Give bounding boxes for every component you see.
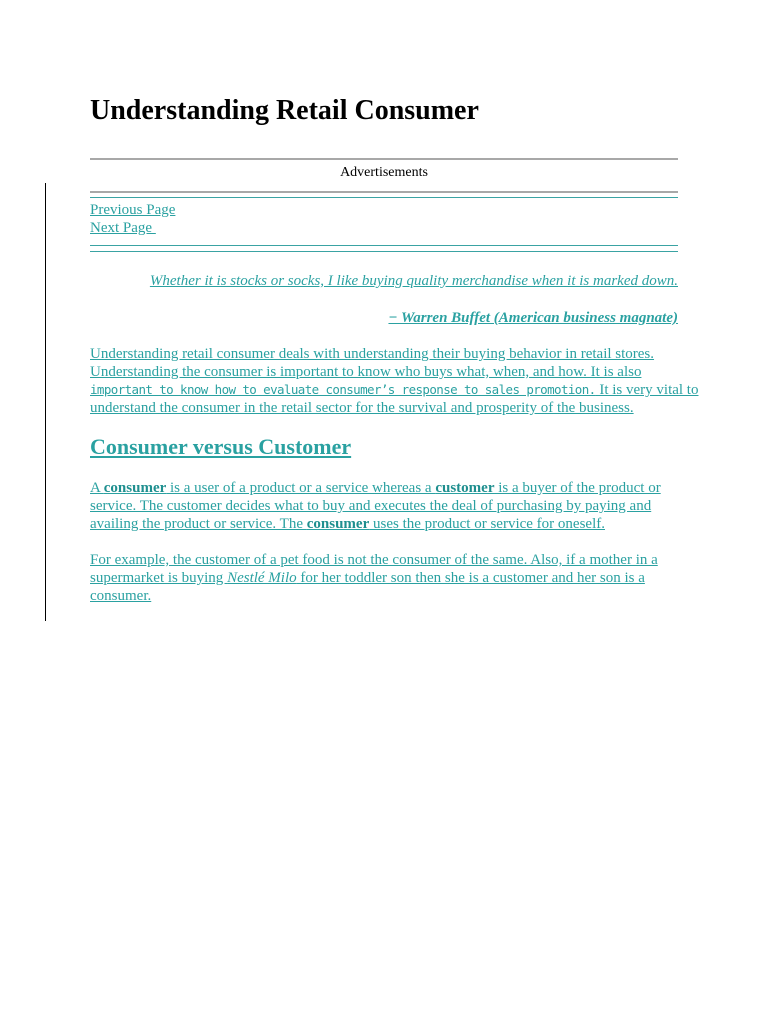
text-run: is a user of a product or a service whereas a bbox=[166, 480, 436, 496]
intro-line-mono: important to know how to evaluate consumer’s response to sales promotion. bbox=[90, 382, 596, 397]
text-run: for her toddler son then she is a customer and her son is a bbox=[296, 570, 645, 586]
divider bbox=[90, 251, 678, 252]
next-page-link[interactable]: Next Page bbox=[90, 220, 156, 236]
text-run: availing the product or service. The bbox=[90, 516, 307, 532]
paragraph-line[interactable] bbox=[90, 515, 678, 533]
paragraph-line[interactable] bbox=[90, 569, 678, 587]
divider bbox=[90, 245, 678, 246]
text-run: uses the product or service for oneself. bbox=[369, 516, 605, 532]
consumer-customer-paragraph bbox=[90, 479, 678, 533]
divider bbox=[90, 191, 678, 193]
intro-line-tail: It is very vital to bbox=[595, 382, 699, 398]
intro-line[interactable]: Understanding retail consumer deals with understanding their buying behavior in retail stores. bbox=[90, 346, 655, 362]
text-run: is a buyer of the product or bbox=[494, 480, 661, 496]
italic-product-name: Nestlé Milo bbox=[227, 570, 297, 586]
bold-term-consumer: consumer bbox=[103, 480, 167, 496]
example-paragraph bbox=[90, 551, 678, 605]
intro-line[interactable] bbox=[90, 381, 699, 399]
text-run: supermarket is buying bbox=[90, 570, 228, 586]
quote-text[interactable]: Whether it is stocks or socks, I like buying quality merchandise when it is marked down. bbox=[149, 273, 678, 289]
left-margin-rule bbox=[45, 183, 46, 621]
section-heading[interactable]: Consumer versus Customer bbox=[90, 434, 352, 459]
previous-page-link[interactable]: Previous Page bbox=[90, 202, 176, 218]
bold-term-consumer: consumer bbox=[306, 516, 370, 532]
paragraph-line[interactable]: service. The customer decides what to buy and executes the deal of purchasing by paying and bbox=[90, 498, 652, 514]
page-title: Understanding Retail Consumer bbox=[90, 95, 479, 126]
advertisements-label: Advertisements bbox=[340, 165, 428, 180]
paragraph-line[interactable]: consumer. bbox=[90, 588, 152, 604]
quote-author[interactable]: − Warren Buffet (American business magnate) bbox=[388, 310, 678, 326]
divider bbox=[90, 197, 678, 198]
intro-line[interactable]: understand the consumer in the retail sector for the survival and prosperity of the business. bbox=[90, 400, 634, 416]
divider bbox=[90, 158, 678, 160]
paragraph-line[interactable] bbox=[90, 479, 678, 497]
text-run: A bbox=[90, 480, 104, 496]
intro-line[interactable]: Understanding the consumer is important to know who buys what, when, and how. It is also bbox=[90, 364, 642, 380]
bold-term-customer: customer bbox=[435, 480, 495, 496]
paragraph-line[interactable]: For example, the customer of a pet food is not the consumer of the same. Also, if a mother in a bbox=[90, 552, 658, 568]
intro-paragraph bbox=[90, 345, 699, 417]
